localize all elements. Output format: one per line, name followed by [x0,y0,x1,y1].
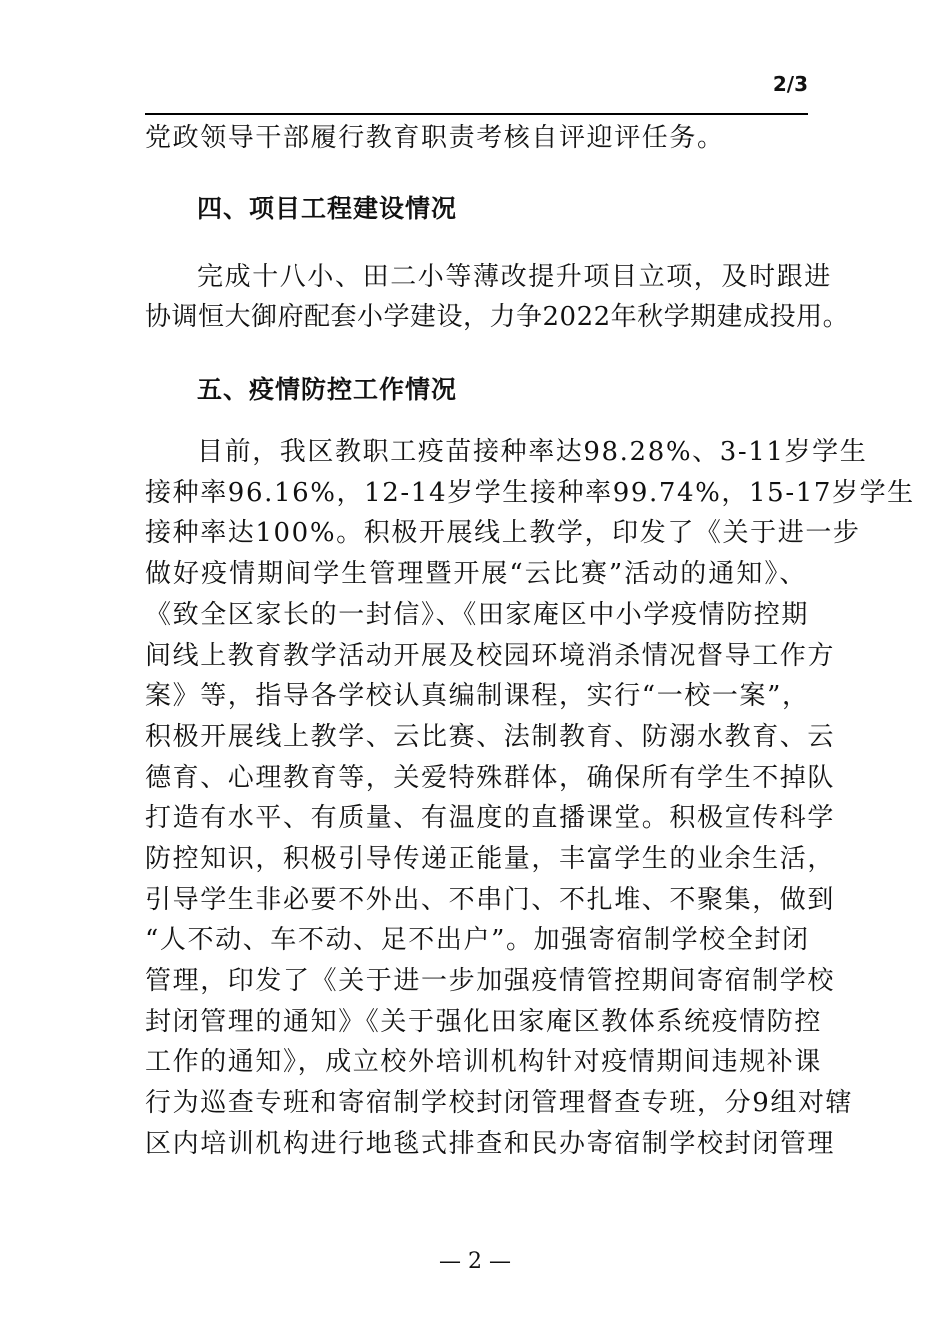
text-line: 接种率达100%。积极开展线上教学，印发了《关于进一步 [145,518,861,549]
text-line: 引导学生非必要不外出、不串门、不扎堆、不聚集，做到 [145,884,836,915]
text-line: 积极开展线上教学、云比赛、法制教育、防溺水教育、云 [145,721,836,752]
paragraph-section-5 [145,432,915,1164]
paragraph-intro [145,118,807,159]
text-line: 德育、心理教育等，关爱特殊群体，确保所有学生不掉队 [145,762,836,793]
text-line: 目前，我区教职工疫苗接种率达98.28%、3-11岁学生 [197,437,868,468]
document-body [145,118,915,1164]
text-line: 防控知识，积极引导传递正能量，丰富学生的业余生活， [145,843,836,874]
text-line: 封闭管理的通知》《关于强化田家庵区教体系统疫情防控 [145,1006,823,1037]
text-line: 打造有水平、有质量、有温度的直播课堂。积极宣传科学 [145,803,836,834]
header-rule [145,113,808,115]
text-line: 做好疫情期间学生管理暨开展“云比赛”活动的通知》、 [145,559,807,590]
footer-page-number: — 2 — [439,1249,511,1274]
text-line: “人不动、车不动、足不出户”。加强寄宿制学校全封闭 [145,925,810,956]
text-line: 工作的通知》，成立校外培训机构针对疫情期间违规补课 [145,1047,823,1078]
text-line: 区内培训机构进行地毯式排查和民办寄宿制学校封闭管理 [145,1128,836,1159]
text-line: 案》等，指导各学校认真编制课程，实行“一校一案”， [145,681,810,712]
section-heading-5: 五、疫情防控工作情况 [197,375,458,405]
section-heading-4: 四、项目工程建设情况 [197,193,458,223]
text-line: 完成十八小、田二小等薄改提升项目立项，及时跟进 [197,261,832,292]
text-line: 管理，印发了《关于进一步加强疫情管控期间寄宿制学校 [145,966,836,996]
text-line: 间线上教育教学活动开展及校园环境消杀情况督导工作方 [145,640,836,671]
text-line: 党政领导干部履行教育职责考核自评迎评任务。 [145,123,725,153]
page-indicator: 2/3 [772,72,808,96]
text-line: 协调恒大御府配套小学建设，力争2022年秋学期建成投用。 [145,302,850,333]
paragraph-section-4 [145,257,850,338]
text-line: 接种率96.16%，12-14岁学生接种率99.74%，15-17岁学生 [145,477,915,508]
text-line: 行为巡查专班和寄宿制学校封闭管理督查专班，分9组对辖 [145,1088,854,1119]
text-line: 《致全区家长的一封信》、《田家庵区中小学疫情防控期 [145,599,810,630]
